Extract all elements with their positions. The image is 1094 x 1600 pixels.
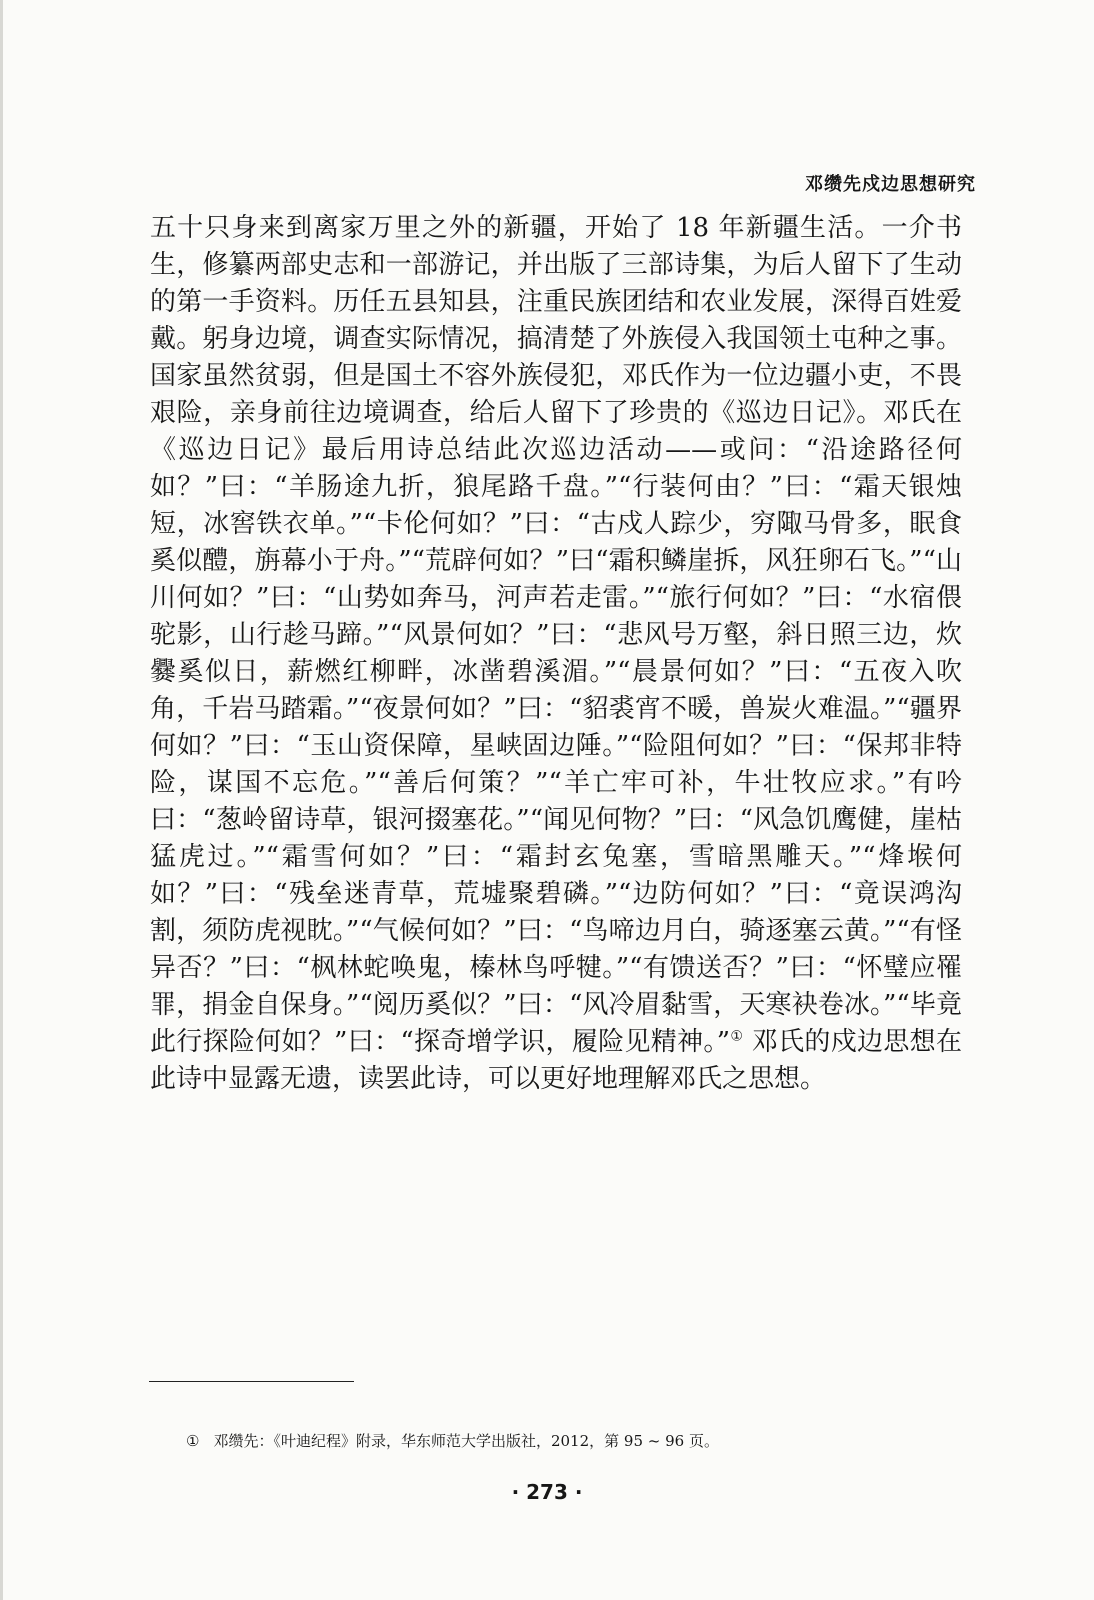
body-paragraph	[150, 210, 962, 1098]
footnote	[186, 1430, 946, 1452]
page-number: · 273 ·	[511, 1480, 583, 1504]
running-header: 邓缵先戍边思想研究	[805, 174, 976, 195]
body-text-main: 五十只身来到离家万里之外的新疆，开始了 18 年新疆生活。一介书生，修纂两部史志和一部游记，并出版了三部诗集，为后人留下了生动的第一手资料。历任五县知县，注重民族团结和农业发展，深得百姓爱戴。躬身边境，调查实际情况，搞清楚了外族侵入我国领土屯种之事。国家虽然贫弱，但是国土不容外族侵犯，邓氏作为一位边疆小吏，不畏艰险，亲身前往边境调查，给后人留下了珍贵的《巡边日记》。邓氏在《巡边日记》最后用诗总结此次巡边活动——或问：“沿途路径何如？”曰：“羊肠途九折，狼尾路千盘。”“行装何由？”曰：“霜天银烛短，冰窖铁衣单。”“卡伦何如？”曰：“古戍人踪少，穷陬马骨多，眠食奚似醴，旃幕小于舟。”“荒辟何如？”曰“霜积鳞崖拆，风狂卵石飞。”“山川何如？”曰：“山势如奔马，河声若走雷。”“旅行何如？”曰：“水宿偎驼影，山行趁马蹄。”“风景何如？”曰：“悲风号万壑，斜日照三边，炊爨奚似日，薪燃红柳畔，冰凿碧溪湄。”“晨景何如？”曰：“五夜入吹角，千岩马踏霜。”“夜景何如？”曰：“貂裘宵不暖，兽炭火难温。”“疆界何如？”曰：“玉山资保障，星峡固边陲。”“险阻何如？”曰：“保邦非特险，谋国不忘危。”“善后何策？”“羊亡牢可补，牛壮牧应求。”有吟曰：“葱岭留诗草，银河掇塞花。”“闻见何物？”曰：“风急饥鹰健，崖枯猛虎过。”“霜雪何如？”曰：“霜封玄兔塞，雪暗黑雕天。”“烽堠何如？”曰：“残垒迷青草，荒墟聚碧磷。”“边防何如？”曰：“竟误鸿沟割，须防虎视眈。”“气候何如？”曰：“鸟啼边月白，骑逐塞云黄。”“有怪异否？”曰：“枫林蛇唤鬼，榛林鸟呼犍。”“有馈送否？”曰：“怀璧应罹罪，捐金自保身。”“阅历奚似？”曰：“风冷眉黏雪，天寒袂卷冰。”“毕竟此行探险何如？”曰：“探奇增学识，履险见精神。”	[150, 213, 962, 1057]
footnote-divider	[149, 1381, 354, 1382]
footnote-text: 邓缵先：《叶迪纪程》附录，华东师范大学出版社，2012，第 95 ~ 96 页。	[213, 1432, 719, 1450]
scan-edge	[0, 0, 3, 1600]
body-text-tail: 邓氏的戍边思想在此诗中显露无遗，读罢此诗，可以更好地理解邓氏之思想。	[150, 1027, 962, 1094]
footnote-marker: ①	[186, 1432, 200, 1450]
footnote-reference[interactable]: ①	[730, 1028, 744, 1045]
